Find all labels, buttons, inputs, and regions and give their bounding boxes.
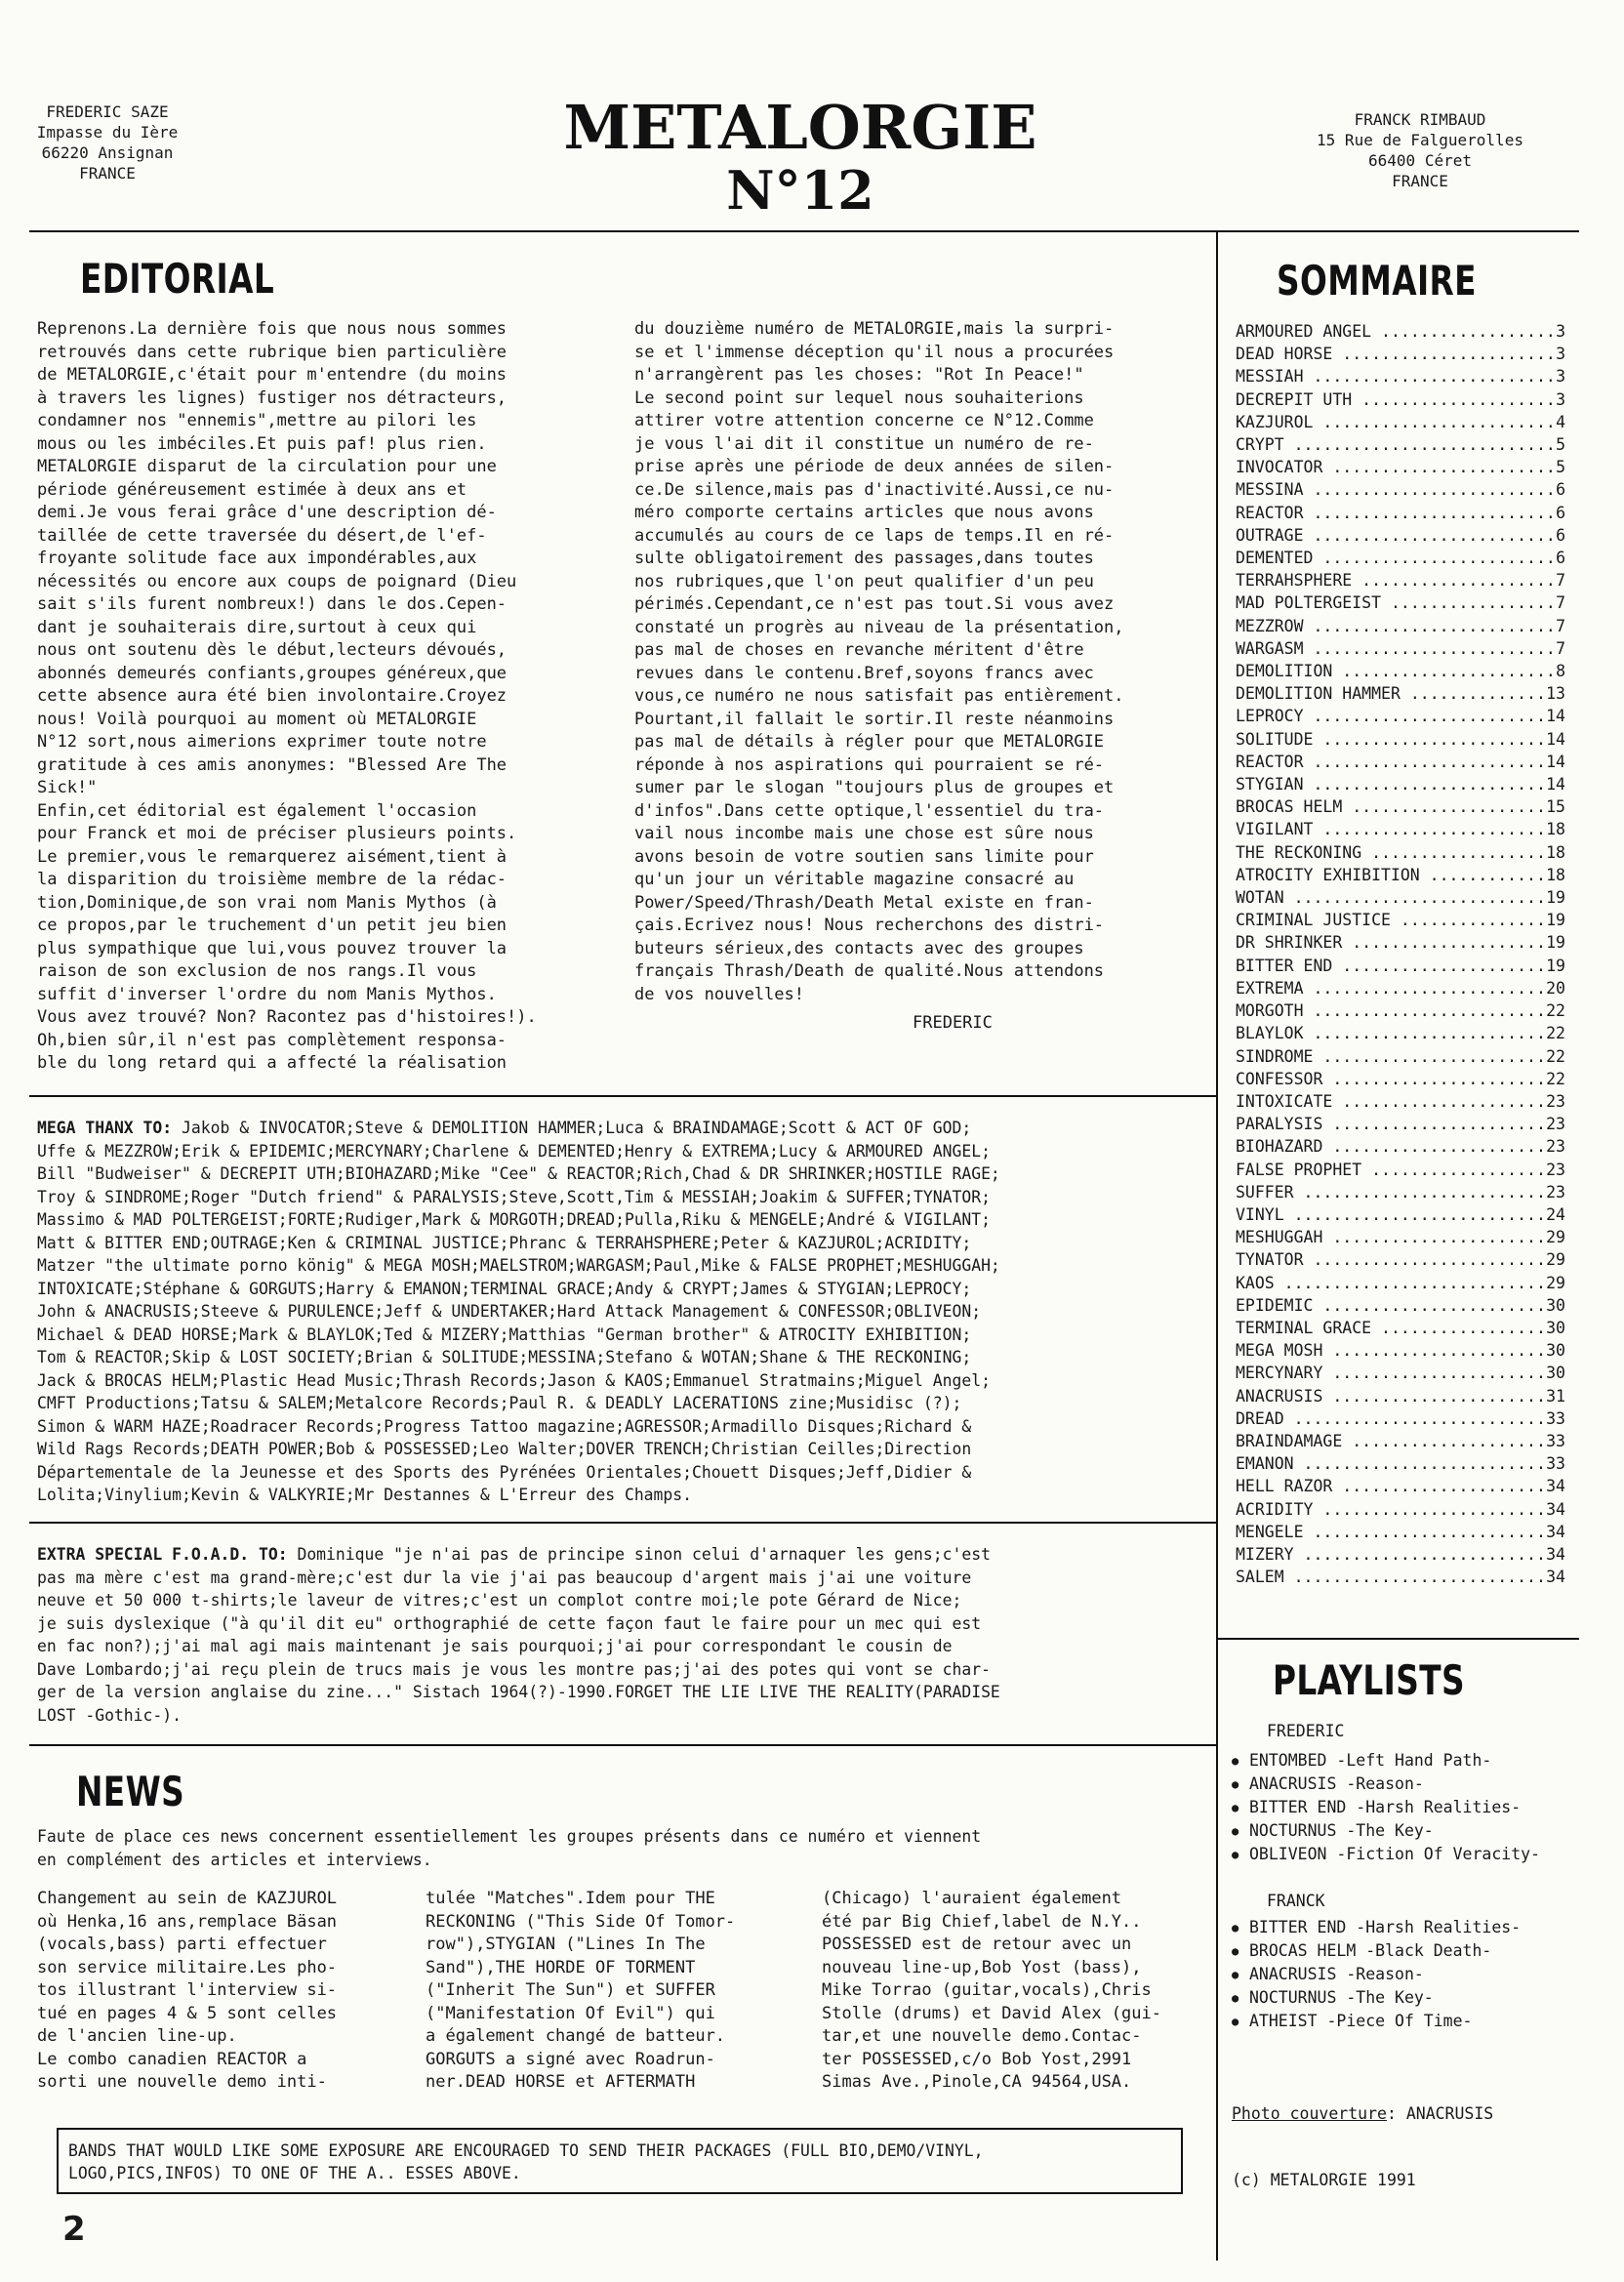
- toc-entry-page: 13: [1546, 684, 1565, 704]
- address-line: Impasse du Ière: [36, 123, 179, 142]
- toc-entry-name: EXTREMA .....: [1236, 977, 1544, 999]
- toc-entry-page: 23: [1546, 1182, 1565, 1202]
- toc-entry-page: 8: [1556, 662, 1565, 681]
- toc-entry: [1236, 365, 1565, 387]
- thanks-lead: MEGA THANX TO:: [37, 1119, 173, 1137]
- editorial-rule: [29, 1095, 1216, 1097]
- news-intro: Faute de place ces news concernent essentiellement les groupes présents dans ce numéro et viennent en complément des articles et interviews.: [37, 1827, 982, 1869]
- toc-entry: [1236, 728, 1565, 751]
- toc-entry-page: 22: [1546, 1024, 1565, 1043]
- toc-entry: [1236, 320, 1565, 343]
- toc-entry-page: 14: [1546, 707, 1565, 726]
- toc-entry-page: 24: [1546, 1204, 1565, 1224]
- toc-entry-name: STYGIAN .....: [1236, 773, 1544, 795]
- news-column-3: (Chicago) l'auraient également été par Big Chief,label de N.Y.. POSSESSED est de retour avec un nouveau line-up,Bob Yost (bass), Mike Torrao (guitar,vocals),Chris Stolle (drums) et David Alex (gui- tar,et une nouvelle demo.Contac- ter POSSESSED,c/o Bob Yost,2991 Simas Ave.,Pinole,CA 94564,USA.: [822, 1889, 1161, 2092]
- foad-lead: EXTRA SPECIAL F.O.A.D. TO:: [37, 1545, 288, 1564]
- notice-text: BANDS THAT WOULD LIKE SOME EXPOSURE ARE ENCOURAGED TO SEND THEIR PACKAGES (FULL BIO,DEMO/VINYL, LOGO,PICS,INFOS) TO ONE OF THE A.. ESSES ABOVE.: [68, 2141, 984, 2182]
- toc-entry-page: 34: [1546, 1568, 1565, 1587]
- toc-entry-page: 3: [1556, 389, 1565, 409]
- toc-entry-page: 19: [1546, 911, 1565, 930]
- toc-entry-page: 29: [1546, 1250, 1565, 1270]
- toc-entry-name: CONFESSOR .....: [1236, 1068, 1544, 1090]
- toc-entry-name: PARALYSIS .....: [1236, 1113, 1544, 1135]
- thanks-text: Jakob & INVOCATOR;Steve & DEMOLITION HAMMER;Luca & BRAINDAMAGE;Scott & ACT OF GOD; Uffe & MEZZROW;Erik & EPIDEMIC;MERCYNARY;Charlene & DEMENTED;Henry & EXTREMA;Lucy & ARMOURED ANGEL; Bill "Budweiser" & DECREPIT UTH;BIOHAZARD;Mike "Cee" & REACTOR;Rich,Chad & DR SHRINKER;HOSTILE RAGE; Troy & SINDROME;Roger "Dutch friend" & PARALYSIS;Steve,Scott,Tim & MESSIAH;Joakim & SUFFER;TYNATOR; Massimo & MAD POLTERGEIST;FORTE;Rudiger,Mark & MORGOTH;DREAD;Pulla,Riku & MENGELE;André & VIGILANT; Matt & BITTER END;OUTRAGE;Ken & CRIMINAL JUSTICE;Phranc & TERRAHSPHERE;Peter & KAZJUROL;ACRIDITY; Matzer "the ultimate porno könig" & MEGA MOSH;MAELSTROM;WARGASM;Paul,Mike & FALSE PROPHET;MESHUGGAH; INTOXICATE;Stéphane & GORGUTS;Harry & EMANON;TERMINAL GRACE;Andy & CRYPT;James & STYGIAN;LEPROCY; John & ANACRUSIS;Steeve & PURULENCE;Jeff & UNDERTAKER;Hard Attack Management & CONFESSOR;OBLIVEON; Michael & DEAD HORSE;Mark & BLAYLOK;Ted & MIZERY;Matthias "German brother" & ATROCITY EXHIBITION; Tom & REACTOR;Skip & LOST SOCIETY;Brian & SOLITUDE;MESSINA;Stefano & WOTAN;Shane & THE RECKONING; Jack & BROCAS HELM;Plastic Head Music;Thrash Records;Jason & KAOS;Emmanuel Stratmains;Miguel Angel; CMFT Productions;Tatsu & SALEM;Metalcore Records;Paul R. & DEADLY LACERATIONS zine;Musidisc (?); Simon & WARM HAZE;Roadracer Records;Progress Tattoo magazine;AGRESSOR;Armadillo Disques;Richard & Wild Rags Records;DEATH POWER;Bob & POSSESSED;Leo Walter;DOVER TRENCH;Christian Ceilles;Direction Départementale de la Jeunesse et des Sports des Pyrénées Orientales;Chouett Disques;Jeff,Didier & Lolita;Vinylium;Kevin & VALKYRIE;Mr Destannes & L'Erreur des Champs.: [37, 1119, 1000, 1504]
- toc-entry-page: 18: [1546, 865, 1565, 884]
- toc-entry: [1236, 818, 1565, 840]
- toc-entry-page: 19: [1546, 888, 1565, 908]
- toc-entry-page: 3: [1556, 367, 1565, 387]
- toc-entry-name: DREAD .....: [1236, 1407, 1544, 1430]
- toc-entry-name: MESHUGGAH .....: [1236, 1226, 1544, 1248]
- toc-entry: [1236, 569, 1565, 591]
- address-line: FRANCE: [79, 164, 136, 183]
- toc-entry: [1236, 1203, 1565, 1226]
- toc-entry-page: 19: [1546, 956, 1565, 975]
- toc-entry-name: MEZZROW .....: [1236, 615, 1554, 637]
- toc-entry: [1236, 864, 1565, 886]
- toc-entry: [1236, 1452, 1565, 1475]
- toc-entry-page: 14: [1546, 752, 1565, 771]
- toc-entry-page: 6: [1556, 480, 1565, 500]
- playlist-item: ● ENTOMBED -Left Hand Path-: [1232, 1749, 1583, 1773]
- toc-entry-name: KAOS .....: [1236, 1272, 1544, 1294]
- toc-entry-name: MAD POLTERGEIST .....: [1236, 591, 1554, 614]
- toc-entry: [1236, 1498, 1565, 1521]
- toc-entry: [1236, 1566, 1565, 1588]
- toc-entry-page: 6: [1556, 503, 1565, 522]
- editorial-column-2: du douzième numéro de METALORGIE,mais la surpri- se et l'immense déception qu'il nous a procurées n'arrangèrent pas les choses: "Rot In Peace!" Le second point sur lequel nous souhaiterions attirer votre attention concerne ce N°12.Comme je vous l'ai dit il constitue un numéro de re- prise après une période de deux années de silen- ce.De silence,mais pas d'inactivité.Aussi,ce nu- méro comporte certains articles que nous avons accumulés au cours de ce laps de temps.Il en ré- sulte obligatoirement des passages,dans toutes nos rubriques,que l'on peut qualifier d'un peu périmés.Cependant,ce n'est pas tout.Si vous avez constaté un progrès au niveau de la présentation, pas mal de choses en revanche méritent d'être revues dans le contenu.Bref,soyons francs avec vous,ce numéro ne nous satisfait pas entièrement. Pourtant,il fallait le sortir.Il reste néanmoins pas mal de détails à régler pour que METALORGIE réponde à nos aspirations qui pourraient se ré- sumer par le slogan "toujours plus de groupes et d'infos".Dans cette optique,l'essentiel du tra- vail nous incombe mais une chose est sûre nous avons besoin de votre soutien sans limite pour qu'un jour un véritable magazine consacré au Power/Speed/Thrash/Death Metal existe en fran- çais.Ecrivez nous! Nous recherchons des distri- buteurs sérieux,des contacts avec des groupes français Thrash/Death de qualité.Nous attendons de vos nouvelles!: [634, 319, 1124, 1004]
- toc-entry-name: MORGOTH .....: [1236, 999, 1544, 1022]
- toc-entry: [1236, 1181, 1565, 1203]
- address-line: 15 Rue de Falguerolles: [1317, 131, 1523, 149]
- toc-entry-page: 5: [1556, 435, 1565, 455]
- toc-entry-page: 30: [1546, 1364, 1565, 1383]
- toc-entry: [1236, 1135, 1565, 1158]
- toc-entry-page: 23: [1546, 1115, 1565, 1134]
- toc-entry: [1236, 478, 1565, 501]
- toc-entry: [1236, 1362, 1565, 1384]
- toc-entry-page: 33: [1546, 1454, 1565, 1474]
- playlist-item: ● ANACRUSIS -Reason-: [1232, 1773, 1583, 1796]
- address-line: FRANCK RIMBAUD: [1354, 110, 1486, 129]
- toc-entry-page: 19: [1546, 933, 1565, 953]
- sidebar-rule: [1216, 1638, 1579, 1640]
- toc-entry: [1236, 637, 1565, 660]
- news-column-1: Changement au sein de KAZJUROL où Henka,16 ans,remplace Bäsan (vocals,bass) parti effectuer son service militaire.Les pho- tos illustrant l'interview si- tué en pages 4 & 5 sont celles de l'ancien line-up. Le combo canadien REACTOR a sorti une nouvelle demo inti-: [37, 1889, 338, 2092]
- playlist-franck-name: FRANCK: [1267, 1892, 1325, 1910]
- toc-entry: [1236, 1475, 1565, 1497]
- foad-block: [37, 1543, 1214, 1727]
- toc-entry-name: REACTOR .....: [1236, 751, 1544, 773]
- toc-entry-page: 30: [1546, 1295, 1565, 1315]
- address-line: 66400 Céret: [1368, 151, 1472, 170]
- column-divider: [1216, 230, 1218, 2261]
- toc-entry: [1236, 502, 1565, 524]
- toc-entry-page: 34: [1546, 1499, 1565, 1519]
- toc-entry-name: MESSINA .....: [1236, 478, 1554, 501]
- toc-entry-name: MESSIAH .....: [1236, 365, 1554, 387]
- toc-entry-name: ANACRUSIS .....: [1236, 1385, 1544, 1407]
- playlist-item: ● ATHEIST -Piece Of Time-: [1232, 2010, 1583, 2033]
- toc-entry-name: ATROCITY EXHIBITION .....: [1236, 864, 1544, 886]
- toc-entry-name: EMANON .....: [1236, 1452, 1544, 1475]
- toc-entry-name: VINYL .....: [1236, 1203, 1544, 1226]
- toc-entry-page: 22: [1546, 1001, 1565, 1021]
- editorial-signature: FREDERIC: [913, 1013, 993, 1033]
- copyright: (c) METALORGIE 1991: [1232, 2171, 1416, 2189]
- playlist-franck: [1232, 1916, 1583, 2033]
- toc-entry-page: 30: [1546, 1341, 1565, 1361]
- toc-entry: [1236, 909, 1565, 931]
- toc-entry-page: 34: [1546, 1477, 1565, 1496]
- toc-entry-name: TERMINAL GRACE .....: [1236, 1317, 1544, 1339]
- toc-entry-name: BROCAS HELM .....: [1236, 795, 1544, 818]
- playlist-item: ● BROCAS HELM -Black Death-: [1232, 1939, 1583, 1963]
- toc-entry: [1236, 955, 1565, 977]
- toc-entry: [1236, 456, 1565, 478]
- toc-entry: [1236, 1226, 1565, 1248]
- toc-entry-page: 7: [1556, 616, 1565, 635]
- toc-entry: [1236, 886, 1565, 909]
- toc-entry-page: 33: [1546, 1408, 1565, 1428]
- news-heading: NEWS: [76, 1768, 185, 1815]
- toc-entry: [1236, 705, 1565, 727]
- playlist-item: ● OBLIVEON -Fiction Of Veracity-: [1232, 1843, 1583, 1866]
- toc-entry-name: MIZERY .....: [1236, 1543, 1544, 1566]
- toc-entry: [1236, 411, 1565, 433]
- toc-entry: [1236, 1090, 1565, 1113]
- toc-entry-page: 29: [1546, 1228, 1565, 1247]
- toc-entry-name: HELL RAZOR .....: [1236, 1475, 1544, 1497]
- cover-value: : ANACRUSIS: [1386, 2104, 1494, 2123]
- toc-entry-page: 5: [1556, 458, 1565, 477]
- sommaire-heading: SOMMAIRE: [1277, 257, 1477, 305]
- table-of-contents: [1236, 320, 1565, 1588]
- toc-entry-name: TYNATOR .....: [1236, 1248, 1544, 1271]
- toc-entry: [1236, 1248, 1565, 1271]
- toc-entry-name: TERRAHSPHERE .....: [1236, 569, 1554, 591]
- right-address: [1298, 109, 1542, 191]
- toc-entry-name: THE RECKONING .....: [1236, 841, 1544, 864]
- toc-entry-name: DEAD HORSE .....: [1236, 343, 1554, 365]
- toc-entry-name: MERCYNARY .....: [1236, 1362, 1544, 1384]
- playlist-item: ● BITTER END -Harsh Realities-: [1232, 1916, 1583, 1939]
- toc-entry-name: DEMOLITION HAMMER .....: [1236, 682, 1544, 705]
- playlist-item: ● NOCTURNUS -The Key-: [1232, 1819, 1583, 1843]
- toc-entry-page: 14: [1546, 775, 1565, 795]
- toc-entry: [1236, 1430, 1565, 1452]
- magazine-title: METALORGIE: [563, 92, 1037, 163]
- toc-entry: [1236, 615, 1565, 637]
- toc-entry-page: 15: [1546, 797, 1565, 817]
- toc-entry-name: SOLITUDE .....: [1236, 728, 1544, 751]
- toc-entry-name: SALEM .....: [1236, 1566, 1544, 1588]
- cover-label: Photo couverture: [1232, 2104, 1387, 2123]
- toc-entry-name: ARMOURED ANGEL .....: [1236, 320, 1554, 343]
- toc-entry-page: 22: [1546, 1069, 1565, 1088]
- toc-entry: [1236, 931, 1565, 954]
- toc-entry: [1236, 795, 1565, 818]
- submission-notice: [57, 2128, 1183, 2194]
- toc-entry-page: 29: [1546, 1273, 1565, 1292]
- toc-entry: [1236, 1272, 1565, 1294]
- toc-entry: [1236, 999, 1565, 1022]
- toc-entry-name: INVOCATOR .....: [1236, 456, 1554, 478]
- toc-entry-page: 30: [1546, 1318, 1565, 1337]
- toc-entry-name: EPIDEMIC .....: [1236, 1294, 1544, 1317]
- toc-entry-name: REACTOR .....: [1236, 502, 1554, 524]
- toc-entry: [1236, 343, 1565, 365]
- toc-entry: [1236, 591, 1565, 614]
- address-line: FRANCE: [1392, 172, 1448, 190]
- toc-entry: [1236, 1543, 1565, 1566]
- toc-entry-name: OUTRAGE .....: [1236, 524, 1554, 547]
- toc-entry-page: 7: [1556, 638, 1565, 658]
- toc-entry-name: DEMOLITION .....: [1236, 660, 1554, 682]
- toc-entry: [1236, 1045, 1565, 1068]
- toc-entry-page: 4: [1556, 412, 1565, 431]
- toc-entry: [1236, 1385, 1565, 1407]
- thanks-rule: [29, 1522, 1216, 1524]
- playlist-item: ● NOCTURNUS -The Key-: [1232, 1986, 1583, 2010]
- news-column-2: tulée "Matches".Idem pour THE RECKONING ("This Side Of Tomor- row"),STYGIAN ("Lines In The Sand"),THE HORDE OF TORMENT ("Inherit The Sun") et SUFFER ("Manifestation Of Evil") qui a également changé de batteur. GORGUTS a signé avec Roadrun- ner.DEAD HORSE et AFTERMATH: [426, 1889, 736, 2092]
- toc-entry-page: 23: [1546, 1137, 1565, 1157]
- toc-entry: [1236, 524, 1565, 547]
- toc-entry: [1236, 1113, 1565, 1135]
- playlists-heading: PLAYLISTS: [1273, 1656, 1465, 1704]
- playlist-frederic: [1232, 1749, 1583, 1866]
- toc-entry: [1236, 773, 1565, 795]
- toc-entry-page: 31: [1546, 1386, 1565, 1406]
- toc-entry-name: WOTAN .....: [1236, 886, 1544, 909]
- toc-entry-name: VIGILANT .....: [1236, 818, 1544, 840]
- toc-entry: [1236, 1068, 1565, 1090]
- toc-entry-page: 20: [1546, 978, 1565, 998]
- toc-entry: [1236, 682, 1565, 705]
- toc-entry-name: BITTER END .....: [1236, 955, 1544, 977]
- toc-entry-page: 3: [1556, 345, 1565, 364]
- toc-entry-page: 18: [1546, 842, 1565, 862]
- toc-entry: [1236, 433, 1565, 456]
- toc-entry: [1236, 1294, 1565, 1317]
- toc-entry-page: 7: [1556, 571, 1565, 591]
- toc-entry: [1236, 547, 1565, 569]
- toc-entry-name: DEMENTED .....: [1236, 547, 1554, 569]
- toc-entry-name: SUFFER .....: [1236, 1181, 1544, 1203]
- toc-entry: [1236, 1317, 1565, 1339]
- thanks-block: [37, 1117, 1214, 1507]
- toc-entry-name: KAZJUROL .....: [1236, 411, 1554, 433]
- toc-entry-page: 7: [1556, 593, 1565, 613]
- toc-entry: [1236, 660, 1565, 682]
- toc-entry-page: 6: [1556, 549, 1565, 568]
- page-number: 2: [62, 2210, 86, 2249]
- toc-entry-name: CRYPT .....: [1236, 433, 1554, 456]
- foad-text: Dominique "je n'ai pas de principe sinon celui d'arnaquer les gens;c'est pas ma mère c'est ma grand-mère;c'est dur la vie j'ai pas beaucoup d'argent mais j'ai une voiture neuve et 50 000 t-shirts;le laveur de vitres;c'est un complot contre moi;le pote Gérard de Nice; je suis dyslexique ("à qu'il dit eu" orthographié de cette façon faut le faire pour un mec qui est en fac non?);j'ai mal agi mais maintenant je sais pourquoi;j'ai pour correspondant le cousin de Dave Lombardo;j'ai reçu plein de trucs mais je vous les montre pas;j'ai des potes qui vont se char- ger de la version anglaise du zine..." Sistach 1964(?)-1990.FORGET THE LIE LIVE THE REALITY(PARADISE LOST -Gothic-).: [37, 1545, 1000, 1725]
- address-line: 66220 Ansignan: [41, 143, 174, 162]
- toc-entry: [1236, 751, 1565, 773]
- toc-entry: [1236, 388, 1565, 411]
- toc-entry-page: 33: [1546, 1431, 1565, 1450]
- toc-entry: [1236, 977, 1565, 999]
- toc-entry-name: DR SHRINKER .....: [1236, 931, 1544, 954]
- playlist-item: ● BITTER END -Harsh Realities-: [1232, 1796, 1583, 1819]
- playlist-frederic-name: FREDERIC: [1267, 1722, 1345, 1740]
- toc-entry-name: WARGASM .....: [1236, 637, 1554, 660]
- playlist-item: ● ANACRUSIS -Reason-: [1232, 1963, 1583, 1986]
- toc-entry: [1236, 1159, 1565, 1181]
- toc-entry-page: 22: [1546, 1046, 1565, 1066]
- toc-entry-page: 6: [1556, 525, 1565, 545]
- toc-entry: [1236, 1339, 1565, 1362]
- editorial-heading: EDITORIAL: [80, 255, 275, 303]
- cover-credit: [1232, 2102, 1493, 2126]
- toc-entry-name: MEGA MOSH .....: [1236, 1339, 1544, 1362]
- toc-entry: [1236, 841, 1565, 864]
- toc-entry-name: CRIMINAL JUSTICE .....: [1236, 909, 1544, 931]
- toc-entry-name: BIOHAZARD .....: [1236, 1135, 1544, 1158]
- toc-entry-page: 14: [1546, 729, 1565, 749]
- left-address: [29, 102, 185, 183]
- header-rule: [29, 230, 1579, 232]
- toc-entry-name: LEPROCY .....: [1236, 705, 1544, 727]
- editorial-column-1: Reprenons.La dernière fois que nous nous sommes retrouvés dans cette rubrique bien particulière de METALORGIE,c'était pour m'entendre (du moins à travers les lignes) fustiger nos détracteurs, condamner nos "ennemis",mettre au pilori les mous ou les imbéciles.Et puis paf! plus rien. METALORGIE disparut de la circulation pour une période généreusement estimée à deux ans et demi.Je vous ferai grâce d'une description dé- taillée de cette traversée du désert,de l'ef- froyante solitude face aux impondérables,aux nécessités ou encore aux coups de poignard (Dieu sait s'ils furent nombreux!) dans le dos.Cepen- dant je souhaiterais dire,surtout à ceux qui nous ont soutenu dès le début,lecteurs dévoués, abonnés demeurés confiants,groupes généreux,que cette absence aura été bien involontaire.Croyez nous! Voilà pourquoi au moment où METALORGIE N°12 sort,nous aimerions exprimer toute notre gratitude à ces amis anonymes: "Blessed Are The Sick!" Enfin,cet éditorial est également l'occasion pour Franck et moi de préciser plusieurs points. Le premier,vous le remarquerez aisément,tient à la disparition du troisième membre de la rédac- tion,Dominique,de son vrai nom Manis Mythos (à ce propos,par le truchement d'un petit jeu bien plus sympathique que lui,vous pouvez trouver la raison de son exclusion de nos rangs.Il vous suffit d'inverser l'ordre du nom Manis Mythos. Vous avez trouvé? Non? Racontez pas d'histoires!). Oh,bien sûr,il n'est pas complètement responsa- ble du long retard qui a affecté la réalisation: [37, 319, 537, 1073]
- foad-rule: [29, 1744, 1216, 1746]
- toc-entry: [1236, 1407, 1565, 1430]
- toc-entry-page: 34: [1546, 1522, 1565, 1541]
- toc-entry-page: 23: [1546, 1091, 1565, 1111]
- toc-entry-page: 34: [1546, 1544, 1565, 1564]
- toc-entry-name: BLAYLOK .....: [1236, 1022, 1544, 1044]
- toc-entry: [1236, 1022, 1565, 1044]
- toc-entry-name: SINDROME .....: [1236, 1045, 1544, 1068]
- toc-entry-name: INTOXICATE .....: [1236, 1090, 1544, 1113]
- toc-entry: [1236, 1521, 1565, 1543]
- toc-entry-name: ACRIDITY .....: [1236, 1498, 1544, 1521]
- address-line: FREDERIC SAZE: [46, 102, 169, 121]
- toc-entry-name: FALSE PROPHET .....: [1236, 1159, 1544, 1181]
- toc-entry-page: 18: [1546, 820, 1565, 839]
- toc-entry-name: BRAINDAMAGE .....: [1236, 1430, 1544, 1452]
- toc-entry-name: DECREPIT UTH .....: [1236, 388, 1554, 411]
- toc-entry-page: 23: [1546, 1160, 1565, 1179]
- issue-number: N°12: [726, 159, 874, 222]
- toc-entry-page: 3: [1556, 322, 1565, 341]
- toc-entry-name: MENGELE .....: [1236, 1521, 1544, 1543]
